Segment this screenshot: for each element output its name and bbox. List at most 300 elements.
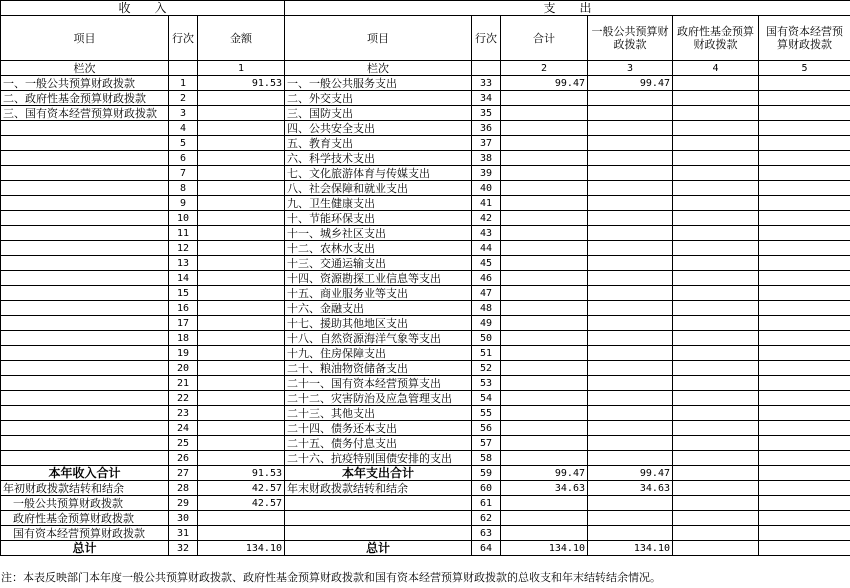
header-row-columns	[1, 16, 850, 61]
line-no: 24	[169, 421, 198, 436]
line-no: 27	[169, 466, 198, 481]
expense-total-total: 99.47	[501, 466, 588, 481]
empty-cell	[759, 421, 850, 436]
expense-item: 二十三、其他支出	[285, 406, 472, 421]
expense-general-public	[588, 436, 673, 451]
empty-cell	[673, 166, 759, 181]
income-item	[1, 331, 169, 346]
expense-item: 十三、交通运输支出	[285, 256, 472, 271]
expense-general-public	[588, 226, 673, 241]
column-number-row	[1, 61, 850, 76]
carry-in-general-public-label: 一般公共预算财政拨款	[1, 496, 169, 511]
grand-total-expense-total: 134.10	[501, 541, 588, 556]
expense-total	[501, 211, 588, 226]
expense-item: 二十五、债务付息支出	[285, 436, 472, 451]
income-amount	[198, 256, 285, 271]
expense-general-public	[588, 346, 673, 361]
expense-item: 二十六、抗疫特别国债安排的支出	[285, 451, 472, 466]
income-amount	[198, 271, 285, 286]
expense-item: 十一、城乡社区支出	[285, 226, 472, 241]
expense-item: 十、节能环保支出	[285, 211, 472, 226]
col-num-5: 5	[759, 61, 850, 76]
carry-out-general-public: 34.63	[588, 481, 673, 496]
expense-total	[501, 271, 588, 286]
header-row-top	[1, 1, 850, 16]
table-row	[1, 301, 850, 316]
empty-cell	[198, 511, 285, 526]
empty-cell	[673, 286, 759, 301]
empty-cell	[673, 421, 759, 436]
income-amount-header: 金额	[198, 16, 285, 61]
empty-cell	[588, 511, 673, 526]
empty-cell	[759, 511, 850, 526]
empty-cell	[673, 331, 759, 346]
expense-total	[501, 391, 588, 406]
empty-cell	[759, 166, 850, 181]
line-no: 16	[169, 301, 198, 316]
income-item	[1, 226, 169, 241]
empty-cell	[673, 121, 759, 136]
line-no: 56	[472, 421, 501, 436]
empty-cell	[673, 271, 759, 286]
empty-cell	[673, 151, 759, 166]
income-item	[1, 196, 169, 211]
line-no: 58	[472, 451, 501, 466]
income-item	[1, 271, 169, 286]
empty-cell	[501, 496, 588, 511]
expense-item: 二十二、灾害防治及应急管理支出	[285, 391, 472, 406]
expense-item: 九、卫生健康支出	[285, 196, 472, 211]
expense-item: 二十四、债务还本支出	[285, 421, 472, 436]
income-amount	[198, 436, 285, 451]
empty-cell	[673, 196, 759, 211]
income-amount	[198, 91, 285, 106]
empty-cell	[472, 61, 501, 76]
expense-total	[501, 196, 588, 211]
table-row	[1, 421, 850, 436]
empty-cell	[673, 241, 759, 256]
income-item	[1, 136, 169, 151]
line-no: 21	[169, 376, 198, 391]
empty-cell	[588, 496, 673, 511]
expense-item: 十二、农林水支出	[285, 241, 472, 256]
income-item	[1, 376, 169, 391]
table-footnote: 注：本表反映部门本年度一般公共预算财政拨款、政府性基金预算财政拨款和国有资本经营预算财政拨款的总收支和年末结转结余情况。	[1, 571, 661, 584]
income-item	[1, 346, 169, 361]
income-amount	[198, 151, 285, 166]
income-item-header: 项目	[1, 16, 169, 61]
empty-cell	[759, 301, 850, 316]
grand-total-expense-label: 总计	[285, 541, 472, 556]
line-no: 50	[472, 331, 501, 346]
line-no: 49	[472, 316, 501, 331]
line-no: 40	[472, 181, 501, 196]
expense-total	[501, 256, 588, 271]
income-item	[1, 316, 169, 331]
expense-item: 十五、商业服务业等支出	[285, 286, 472, 301]
table-row	[1, 346, 850, 361]
line-no: 8	[169, 181, 198, 196]
line-no: 43	[472, 226, 501, 241]
expense-item: 十七、援助其他地区支出	[285, 316, 472, 331]
income-amount	[198, 316, 285, 331]
line-no: 18	[169, 331, 198, 346]
line-no: 25	[169, 436, 198, 451]
empty-cell	[759, 181, 850, 196]
expense-general-public	[588, 316, 673, 331]
empty-cell	[759, 451, 850, 466]
line-no: 2	[169, 91, 198, 106]
empty-cell	[198, 526, 285, 541]
income-item: 二、政府性基金预算财政拨款	[1, 91, 169, 106]
line-no: 52	[472, 361, 501, 376]
expense-general-public	[588, 211, 673, 226]
income-item	[1, 301, 169, 316]
empty-cell	[759, 121, 850, 136]
empty-cell	[759, 361, 850, 376]
income-amount	[198, 346, 285, 361]
income-item: 三、国有资本经营预算财政拨款	[1, 106, 169, 121]
line-no: 61	[472, 496, 501, 511]
income-item: 一、一般公共预算财政拨款	[1, 76, 169, 91]
income-amount	[198, 211, 285, 226]
line-no: 36	[472, 121, 501, 136]
expense-total	[501, 421, 588, 436]
empty-cell	[759, 496, 850, 511]
grand-total-row	[1, 541, 850, 556]
expense-general-public	[588, 196, 673, 211]
table-row	[1, 286, 850, 301]
general-public-header: 一般公共预算财政拨款	[588, 16, 673, 61]
expense-total	[501, 166, 588, 181]
empty-cell	[673, 376, 759, 391]
expense-general-public	[588, 451, 673, 466]
income-item	[1, 286, 169, 301]
empty-cell	[759, 391, 850, 406]
grand-total-general-public: 134.10	[588, 541, 673, 556]
empty-cell	[759, 256, 850, 271]
income-amount	[198, 196, 285, 211]
expense-total	[501, 361, 588, 376]
empty-cell	[759, 316, 850, 331]
line-no: 55	[472, 406, 501, 421]
expense-section-header: 支 出	[285, 1, 850, 16]
carry-over-row	[1, 481, 850, 496]
line-no: 28	[169, 481, 198, 496]
expense-general-public	[588, 301, 673, 316]
income-total-label: 本年收入合计	[1, 466, 169, 481]
col-num-4: 4	[673, 61, 759, 76]
empty-cell	[673, 136, 759, 151]
income-amount	[198, 406, 285, 421]
table-row	[1, 121, 850, 136]
expense-general-public	[588, 241, 673, 256]
line-no: 48	[472, 301, 501, 316]
expense-general-public	[588, 166, 673, 181]
income-amount	[198, 361, 285, 376]
table-row	[1, 136, 850, 151]
income-amount	[198, 226, 285, 241]
expense-total	[501, 316, 588, 331]
expense-item: 八、社会保障和就业支出	[285, 181, 472, 196]
expense-total	[501, 136, 588, 151]
line-no: 42	[472, 211, 501, 226]
line-no: 64	[472, 541, 501, 556]
line-no: 53	[472, 376, 501, 391]
expense-total	[501, 106, 588, 121]
income-item	[1, 121, 169, 136]
empty-cell	[759, 211, 850, 226]
carry-in-general-public-amount: 42.57	[198, 496, 285, 511]
expense-item: 十九、住房保障支出	[285, 346, 472, 361]
empty-cell	[673, 481, 759, 496]
empty-cell	[759, 526, 850, 541]
income-amount	[198, 136, 285, 151]
table-row	[1, 151, 850, 166]
income-amount	[198, 451, 285, 466]
line-no: 47	[472, 286, 501, 301]
empty-cell	[759, 346, 850, 361]
empty-cell	[673, 301, 759, 316]
line-no: 46	[472, 271, 501, 286]
expense-total	[501, 436, 588, 451]
expense-item: 二十一、国有资本经营预算支出	[285, 376, 472, 391]
expense-general-public	[588, 151, 673, 166]
expense-general-public: 99.47	[588, 76, 673, 91]
empty-cell	[759, 271, 850, 286]
table-row	[1, 226, 850, 241]
table-row	[1, 331, 850, 346]
empty-cell	[673, 91, 759, 106]
expense-total-label: 本年支出合计	[285, 466, 472, 481]
empty-cell	[673, 391, 759, 406]
line-no: 22	[169, 391, 198, 406]
income-item	[1, 451, 169, 466]
income-expense-total-row	[1, 466, 850, 481]
table-row	[1, 451, 850, 466]
table-row	[1, 391, 850, 406]
expense-total-general-public: 99.47	[588, 466, 673, 481]
expense-general-public	[588, 406, 673, 421]
line-no: 30	[169, 511, 198, 526]
line-no: 5	[169, 136, 198, 151]
line-no: 26	[169, 451, 198, 466]
expense-general-public	[588, 121, 673, 136]
empty-cell	[673, 511, 759, 526]
table-row	[1, 241, 850, 256]
empty-cell	[759, 196, 850, 211]
line-no: 9	[169, 196, 198, 211]
expense-item: 二十、粮油物资储备支出	[285, 361, 472, 376]
expense-total	[501, 376, 588, 391]
line-no: 44	[472, 241, 501, 256]
line-no: 38	[472, 151, 501, 166]
income-amount	[198, 181, 285, 196]
line-no: 39	[472, 166, 501, 181]
line-no: 35	[472, 106, 501, 121]
expense-total	[501, 91, 588, 106]
line-no: 1	[169, 76, 198, 91]
table-row	[1, 196, 850, 211]
income-amount	[198, 301, 285, 316]
expense-item: 十六、金融支出	[285, 301, 472, 316]
line-no: 12	[169, 241, 198, 256]
expense-general-public	[588, 286, 673, 301]
carry-out-label: 年末财政拨款结转和结余	[285, 481, 472, 496]
expense-item-header: 项目	[285, 16, 472, 61]
expense-item: 十四、资源勘探工业信息等支出	[285, 271, 472, 286]
income-amount	[198, 286, 285, 301]
income-item	[1, 211, 169, 226]
line-no: 32	[169, 541, 198, 556]
income-amount	[198, 241, 285, 256]
income-amount	[198, 106, 285, 121]
empty-cell	[673, 406, 759, 421]
line-no: 60	[472, 481, 501, 496]
col-num-2: 2	[501, 61, 588, 76]
carry-in-label: 年初财政拨款结转和结余	[1, 481, 169, 496]
line-no: 29	[169, 496, 198, 511]
expense-total: 99.47	[501, 76, 588, 91]
empty-cell	[759, 226, 850, 241]
line-no: 15	[169, 286, 198, 301]
empty-cell	[759, 481, 850, 496]
expense-general-public	[588, 91, 673, 106]
table-row	[1, 436, 850, 451]
income-item	[1, 361, 169, 376]
empty-cell	[759, 106, 850, 121]
line-no: 41	[472, 196, 501, 211]
line-no: 3	[169, 106, 198, 121]
line-no: 23	[169, 406, 198, 421]
col-num-3: 3	[588, 61, 673, 76]
line-no: 51	[472, 346, 501, 361]
line-no: 37	[472, 136, 501, 151]
state-capital-header: 国有资本经营预算财政拨款	[759, 16, 850, 61]
income-item	[1, 166, 169, 181]
income-item	[1, 241, 169, 256]
carry-in-sub-row	[1, 511, 850, 526]
expense-item: 二、外交支出	[285, 91, 472, 106]
empty-cell	[673, 451, 759, 466]
table-row	[1, 271, 850, 286]
expense-item: 四、公共安全支出	[285, 121, 472, 136]
line-no: 6	[169, 151, 198, 166]
table-row	[1, 406, 850, 421]
expense-total	[501, 181, 588, 196]
expense-total	[501, 301, 588, 316]
empty-cell	[673, 316, 759, 331]
empty-cell	[501, 526, 588, 541]
income-item	[1, 181, 169, 196]
expense-total	[501, 346, 588, 361]
income-column-label: 栏次	[1, 61, 169, 76]
empty-cell	[501, 511, 588, 526]
income-amount	[198, 391, 285, 406]
table-row	[1, 376, 850, 391]
empty-cell	[169, 61, 198, 76]
gov-fund-header: 政府性基金预算财政拨款	[673, 16, 759, 61]
table-row	[1, 316, 850, 331]
expense-general-public	[588, 271, 673, 286]
table-row	[1, 76, 850, 91]
expense-total	[501, 451, 588, 466]
empty-cell	[673, 466, 759, 481]
empty-cell	[673, 436, 759, 451]
income-amount	[198, 166, 285, 181]
line-no: 7	[169, 166, 198, 181]
table-row	[1, 91, 850, 106]
empty-cell	[759, 286, 850, 301]
income-amount	[198, 376, 285, 391]
carry-in-sub-row	[1, 526, 850, 541]
line-no: 62	[472, 511, 501, 526]
table-row	[1, 166, 850, 181]
empty-cell	[673, 76, 759, 91]
empty-cell	[759, 466, 850, 481]
income-item	[1, 406, 169, 421]
income-item	[1, 421, 169, 436]
empty-cell	[759, 91, 850, 106]
expense-total	[501, 241, 588, 256]
line-no: 4	[169, 121, 198, 136]
expense-item: 十八、自然资源海洋气象等支出	[285, 331, 472, 346]
income-amount: 91.53	[198, 76, 285, 91]
expense-general-public	[588, 136, 673, 151]
line-no: 54	[472, 391, 501, 406]
carry-out-total: 34.63	[501, 481, 588, 496]
line-no: 17	[169, 316, 198, 331]
line-no: 59	[472, 466, 501, 481]
expense-column-label: 栏次	[285, 61, 472, 76]
table-row	[1, 361, 850, 376]
expense-general-public	[588, 256, 673, 271]
income-amount	[198, 421, 285, 436]
expense-general-public	[588, 391, 673, 406]
line-no: 31	[169, 526, 198, 541]
empty-cell	[673, 541, 759, 556]
empty-cell	[673, 256, 759, 271]
empty-cell	[285, 496, 472, 511]
empty-cell	[673, 496, 759, 511]
line-no: 11	[169, 226, 198, 241]
expense-general-public	[588, 361, 673, 376]
empty-cell	[673, 181, 759, 196]
income-item	[1, 256, 169, 271]
expense-general-public	[588, 106, 673, 121]
line-no: 14	[169, 271, 198, 286]
empty-cell	[759, 151, 850, 166]
expense-total	[501, 286, 588, 301]
expense-item: 三、国防支出	[285, 106, 472, 121]
empty-cell	[673, 346, 759, 361]
empty-cell	[673, 211, 759, 226]
line-no: 20	[169, 361, 198, 376]
income-line-no-header: 行次	[169, 16, 198, 61]
expense-general-public	[588, 421, 673, 436]
expense-item: 一、一般公共服务支出	[285, 76, 472, 91]
income-amount	[198, 331, 285, 346]
income-item	[1, 391, 169, 406]
line-no: 57	[472, 436, 501, 451]
line-no: 10	[169, 211, 198, 226]
expense-general-public	[588, 376, 673, 391]
expense-total	[501, 151, 588, 166]
expense-item: 五、教育支出	[285, 136, 472, 151]
line-no: 34	[472, 91, 501, 106]
empty-cell	[759, 406, 850, 421]
expense-total	[501, 406, 588, 421]
